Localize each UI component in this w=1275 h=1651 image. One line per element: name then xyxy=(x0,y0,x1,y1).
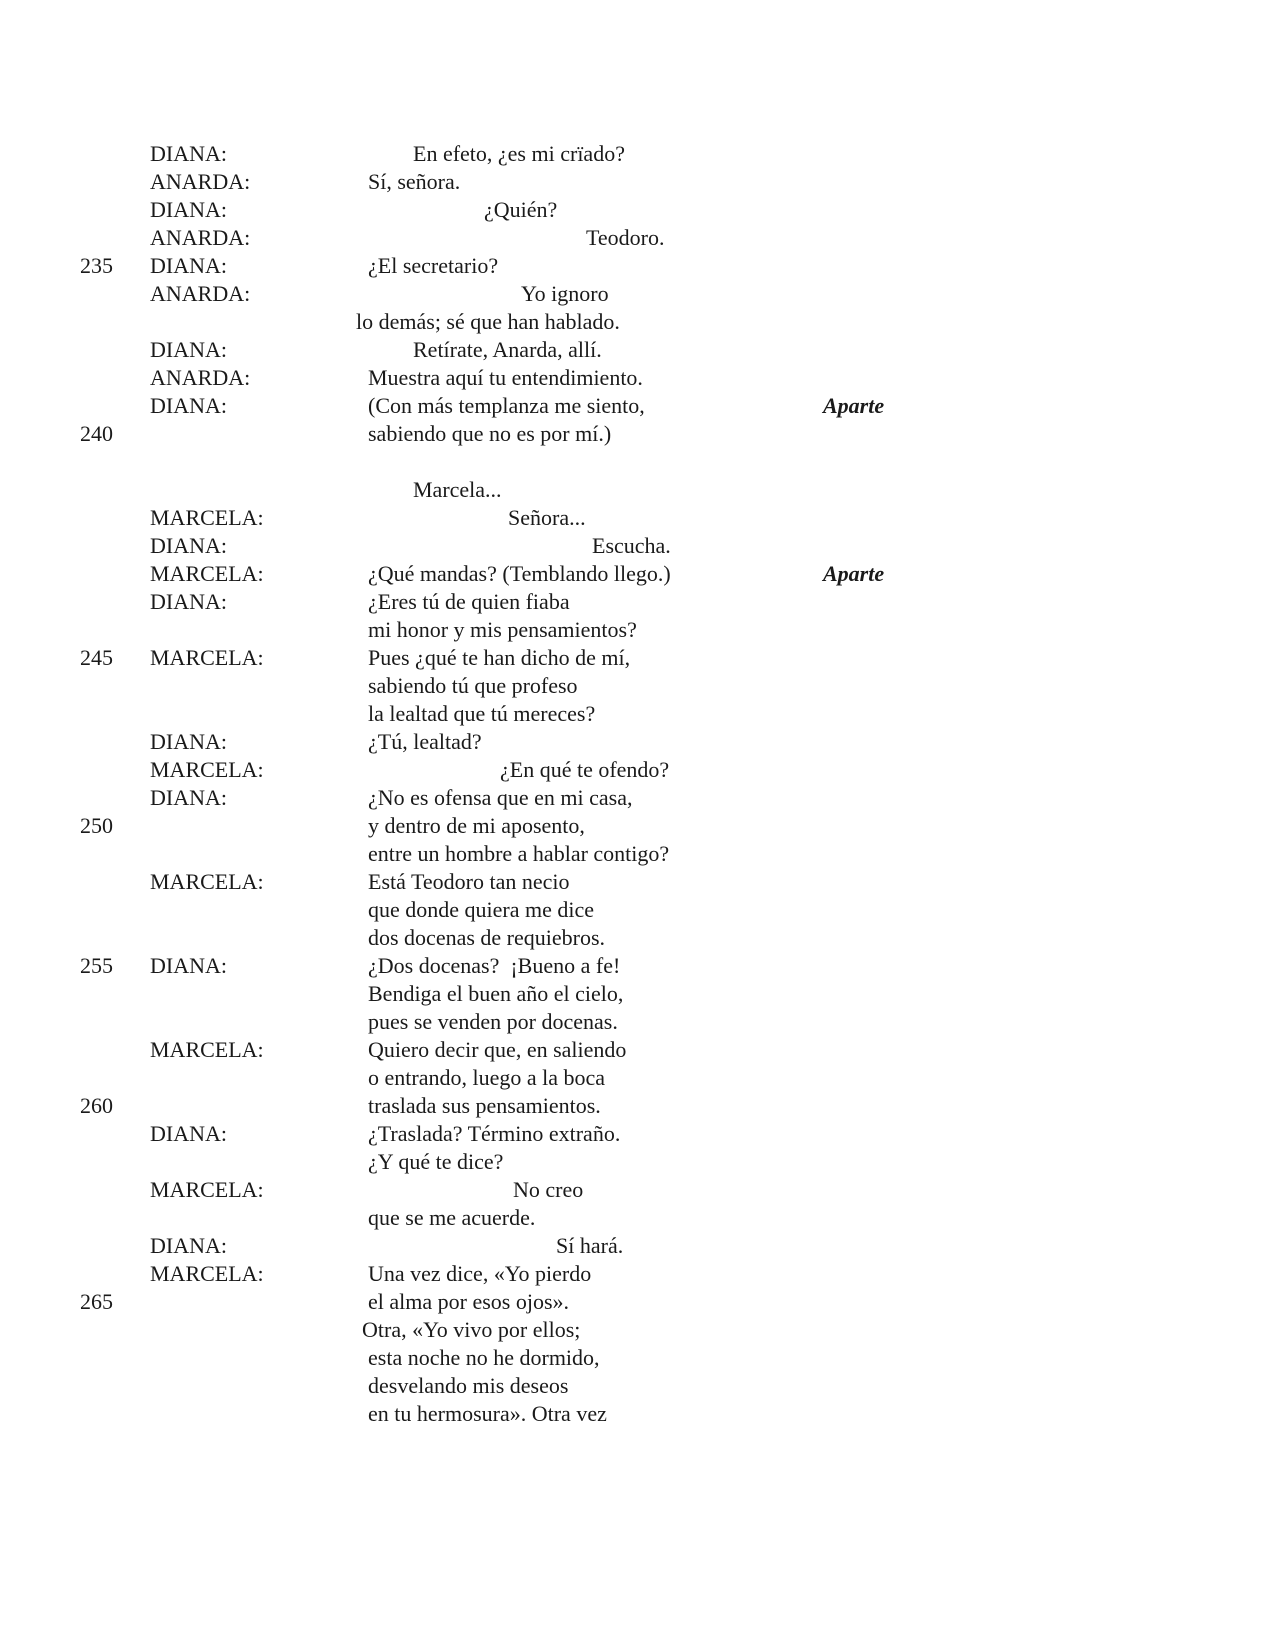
verse-line xyxy=(0,1343,1275,1372)
verse-text: Una vez dice, «Yo pierdo xyxy=(368,1261,592,1286)
verse-text: el alma por esos ojos». xyxy=(368,1289,570,1314)
verse-line xyxy=(0,951,1275,980)
verse-line xyxy=(0,1399,1275,1428)
speaker-name: DIANA: xyxy=(150,253,227,278)
speaker-name: ANARDA: xyxy=(150,365,251,390)
verse-text: sabiendo que no es por mí.) xyxy=(368,421,612,446)
line-number: 245 xyxy=(80,645,113,670)
verse-text: pues se venden por docenas. xyxy=(368,1009,618,1034)
speaker-name: MARCELA: xyxy=(150,1261,264,1286)
speaker-name: MARCELA: xyxy=(150,561,264,586)
verse-line xyxy=(0,867,1275,896)
verse-line xyxy=(0,811,1275,840)
speaker-name: DIANA: xyxy=(150,729,227,754)
verse-text: Otra, «Yo vivo por ellos; xyxy=(362,1317,581,1342)
verse-line xyxy=(0,559,1275,588)
verse-text: Retírate, Anarda, allí. xyxy=(413,337,602,362)
verse-text: ¿Traslada? Término extraño. xyxy=(368,1121,621,1146)
verse-line xyxy=(0,195,1275,224)
speaker-name: ANARDA: xyxy=(150,169,251,194)
speaker-name: DIANA: xyxy=(150,393,227,418)
verse-line xyxy=(0,1035,1275,1064)
verse-text: Sí, señora. xyxy=(368,169,461,194)
verse-line xyxy=(0,839,1275,868)
line-number: 235 xyxy=(80,253,113,278)
speaker-name: MARCELA: xyxy=(150,645,264,670)
verse-line xyxy=(0,587,1275,616)
verse-line xyxy=(0,1259,1275,1288)
speaker-name: DIANA: xyxy=(150,141,227,166)
verse-line xyxy=(0,391,1275,420)
verse-line xyxy=(0,1203,1275,1232)
speaker-name: DIANA: xyxy=(150,953,227,978)
verse-line xyxy=(0,923,1275,952)
speaker-name: DIANA: xyxy=(150,785,227,810)
verse-line xyxy=(0,531,1275,560)
verse-line xyxy=(0,979,1275,1008)
verse-line xyxy=(0,363,1275,392)
speaker-name: MARCELA: xyxy=(150,869,264,894)
verse-text: ¿En qué te ofendo? xyxy=(500,757,670,782)
verse-text: Está Teodoro tan necio xyxy=(368,869,570,894)
verse-text: Sí hará. xyxy=(556,1233,624,1258)
verse-line xyxy=(0,335,1275,364)
verse-line xyxy=(0,1063,1275,1092)
verse-line xyxy=(0,139,1275,168)
verse-text: ¿Tú, lealtad? xyxy=(368,729,482,754)
verse-line xyxy=(0,699,1275,728)
line-number: 240 xyxy=(80,421,113,446)
verse-line xyxy=(0,251,1275,280)
verse-line xyxy=(0,223,1275,252)
verse-line xyxy=(0,475,1275,504)
verse-line xyxy=(0,755,1275,784)
verse-line xyxy=(0,1119,1275,1148)
verse-line xyxy=(0,1147,1275,1176)
verse-line xyxy=(0,1371,1275,1400)
verse-text: No creo xyxy=(513,1177,584,1202)
verse-text: esta noche no he dormido, xyxy=(368,1345,600,1370)
verse-line xyxy=(0,503,1275,532)
verse-text: ¿Quién? xyxy=(484,197,558,222)
speaker-name: MARCELA: xyxy=(150,505,264,530)
verse-text: Muestra aquí tu entendimiento. xyxy=(368,365,643,390)
line-number: 255 xyxy=(80,953,113,978)
verse-line xyxy=(0,643,1275,672)
verse-line xyxy=(0,279,1275,308)
verse-text: ¿Qué mandas? (Temblando llego.) xyxy=(368,561,671,586)
speaker-name: DIANA: xyxy=(150,197,227,222)
verse-line xyxy=(0,167,1275,196)
verse-line xyxy=(0,1007,1275,1036)
verse-line xyxy=(0,1175,1275,1204)
verse-text: Teodoro. xyxy=(586,225,665,250)
verse-line xyxy=(0,419,1275,448)
verse-text: Marcela... xyxy=(413,477,502,502)
verse-line xyxy=(0,1231,1275,1260)
verse-line xyxy=(0,727,1275,756)
verse-line xyxy=(0,671,1275,700)
stage-direction-aside: Aparte xyxy=(823,561,885,586)
verse-text: ¿Eres tú de quien fiaba xyxy=(368,589,570,614)
verse-text: sabiendo tú que profeso xyxy=(368,673,578,698)
speaker-name: DIANA: xyxy=(150,1233,227,1258)
verse-text: ¿Dos docenas? ¡Bueno a fe! xyxy=(368,953,621,978)
speaker-name: ANARDA: xyxy=(150,225,251,250)
verse-line xyxy=(0,1315,1275,1344)
verse-text: la lealtad que tú mereces? xyxy=(368,701,596,726)
speaker-name: DIANA: xyxy=(150,337,227,362)
speaker-name: DIANA: xyxy=(150,533,227,558)
verse-text: lo demás; sé que han hablado. xyxy=(356,309,620,334)
verse-text: ¿No es ofensa que en mi casa, xyxy=(368,785,633,810)
verse-line xyxy=(0,307,1275,336)
verse-text: Bendiga el buen año el cielo, xyxy=(368,981,624,1006)
stage-direction-aside: Aparte xyxy=(823,393,885,418)
verse-text: ¿Y qué te dice? xyxy=(368,1149,504,1174)
speaker-name: MARCELA: xyxy=(150,757,264,782)
verse-text: dos docenas de requiebros. xyxy=(368,925,606,950)
speaker-name: MARCELA: xyxy=(150,1177,264,1202)
verse-text: ¿El secretario? xyxy=(368,253,499,278)
verse-text: entre un hombre a hablar contigo? xyxy=(368,841,670,866)
verse-text: traslada sus pensamientos. xyxy=(368,1093,601,1118)
verse-text: En efeto, ¿es mi crïado? xyxy=(413,141,625,166)
verse-text: y dentro de mi aposento, xyxy=(368,813,585,838)
verse-text: Yo ignoro xyxy=(521,281,609,306)
verse-text: Escucha. xyxy=(592,533,671,558)
line-number: 265 xyxy=(80,1289,113,1314)
verse-text: en tu hermosura». Otra vez xyxy=(368,1401,607,1426)
verse-text: Quiero decir que, en saliendo xyxy=(368,1037,627,1062)
speaker-name: MARCELA: xyxy=(150,1037,264,1062)
verse-line xyxy=(0,1091,1275,1120)
verse-text: (Con más templanza me siento, xyxy=(368,393,645,418)
speaker-name: DIANA: xyxy=(150,589,227,614)
line-number: 260 xyxy=(80,1093,113,1118)
verse-line xyxy=(0,895,1275,924)
verse-text: Pues ¿qué te han dicho de mí, xyxy=(368,645,631,670)
verse-text: mi honor y mis pensamientos? xyxy=(368,617,637,642)
verse-text: que donde quiera me dice xyxy=(368,897,595,922)
verse-line xyxy=(0,1287,1275,1316)
verse-text: o entrando, luego a la boca xyxy=(368,1065,606,1090)
verse-text: Señora... xyxy=(508,505,586,530)
line-number: 250 xyxy=(80,813,113,838)
verse-text: que se me acuerde. xyxy=(368,1205,536,1230)
verse-line xyxy=(0,615,1275,644)
speaker-name: ANARDA: xyxy=(150,281,251,306)
speaker-name: DIANA: xyxy=(150,1121,227,1146)
verse-text: desvelando mis deseos xyxy=(368,1373,569,1398)
verse-line xyxy=(0,783,1275,812)
